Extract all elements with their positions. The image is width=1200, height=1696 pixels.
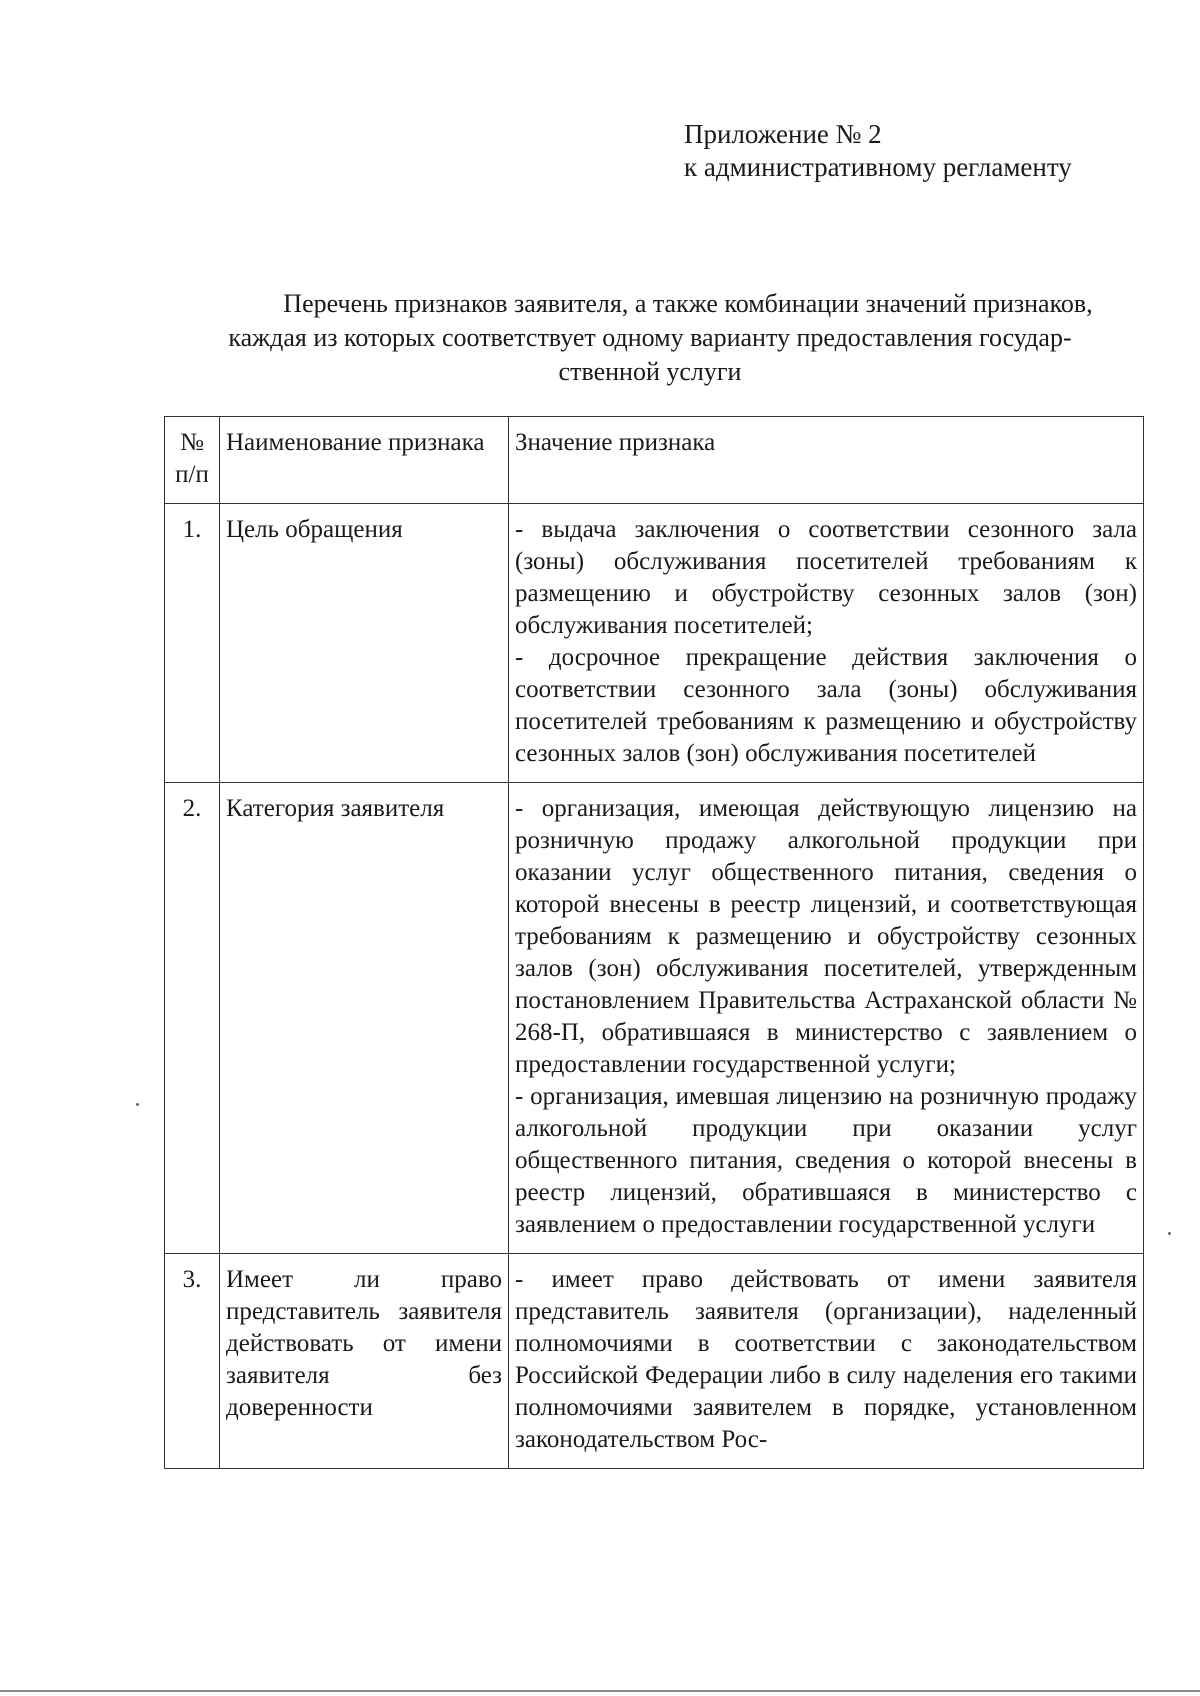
scan-speck: [1168, 1232, 1171, 1235]
row-name: [220, 504, 509, 783]
row-number: 2.: [165, 783, 220, 1254]
row-name-text: Цель обращения: [226, 516, 403, 543]
title-line-1: Перечень признаков заявителя, а также комбинации значений признаков,: [283, 289, 1093, 318]
row-name: [220, 783, 509, 1254]
table-row: [165, 1254, 1144, 1469]
title-line-3: ственной услуги: [558, 357, 742, 386]
appendix-reference: к административному регламенту: [684, 152, 1072, 182]
row-value: [509, 783, 1144, 1254]
appendix-heading: [684, 118, 1072, 184]
row-value: [509, 504, 1144, 783]
value-item: - имеет право действовать от имени заявителя представитель заявителя (организации), наделенный полномочиями в соответствии с законодательством Российской Федерации либо в силу наделения его такими полномочиями заявителем в порядке, установленном законодательством Рос-: [515, 1266, 1137, 1453]
header-number: № п/п: [165, 417, 220, 504]
document-title: [160, 287, 1140, 389]
row-value: [509, 1254, 1144, 1469]
table-header-row: [165, 417, 1144, 504]
value-item: - выдача заключения о соответствии сезонного зала (зоны) обслуживания посетителей требованиям к размещению и обустройству сезонных залов (зон) обслуживания посетителей;: [515, 516, 1137, 639]
row-number: 3.: [165, 1254, 220, 1469]
table-row: [165, 504, 1144, 783]
title-line-2: каждая из которых соответствует одному варианту предоставления государ-: [228, 323, 1072, 352]
value-item: - досрочное прекращение действия заключения о соответствии сезонного зала (зоны) обслуживания посетителей требованиям к размещению и обустройству сезонных залов (зон) обслуживания посетителей: [515, 644, 1137, 767]
table-row: [165, 783, 1144, 1254]
signs-table: [164, 416, 1144, 1469]
row-name-text: Категория заявителя: [226, 795, 445, 822]
scan-speck: [136, 1103, 139, 1106]
header-name: Наименование признака: [220, 417, 509, 504]
value-item: - организация, имеющая действующую лицензию на розничную продажу алкогольной продукции при оказании услуг общественного питания, сведения о которой внесены в реестр лицензий, и соответствующая требованиям к размещению и обустройству сезонных залов (зон) обслуживания посетителей, утвержденным постановлением Правительства Астраханской области № 268-П, обратившаяся в министерство с заявлением о предоставлении государственной услуги;: [515, 795, 1137, 1078]
row-name: [220, 1254, 509, 1469]
header-value: Значение признака: [509, 417, 1144, 504]
value-item: - организация, имевшая лицензию на розничную продажу алкогольной продукции при оказании услуг общественного питания, сведения о которой внесены в реестр лицензий, обратившаяся в министерство с заявлением о предоставлении государственной услуги: [515, 1083, 1137, 1238]
row-number: 1.: [165, 504, 220, 783]
appendix-number: Приложение № 2: [684, 119, 882, 149]
row-name-text: Имеет ли право представитель заявителя действовать от имени заявителя без доверенности: [226, 1266, 502, 1421]
page-bottom-rule: [0, 1690, 1200, 1692]
